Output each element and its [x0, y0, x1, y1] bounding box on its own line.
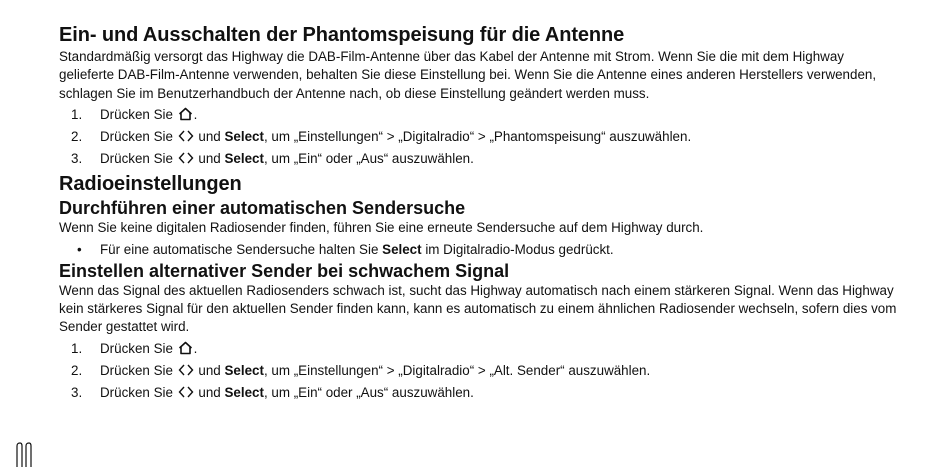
step-text: Drücken Sie: [100, 129, 173, 145]
subsection-paragraph-alt-stations: Wenn das Signal des aktuellen Radiosenders schwach ist, sucht das Highway automatisch nach einem stärkeren Signal. Wenn das Highway kein stärkeres Signal für den aktuellen Sender finden kann, kann es automatisch zu einem ähnlichen Radiosender wechseln, sofern dies vom Sender gestattet wird.: [59, 282, 897, 335]
step-number: 2.: [71, 362, 83, 378]
select-key-label: Select: [224, 362, 264, 378]
left-right-arrows-icon: [178, 363, 194, 383]
list-item: [59, 339, 899, 361]
step-text-and: und: [198, 384, 221, 400]
step-number: 1.: [71, 340, 83, 356]
list-item: [59, 361, 899, 383]
step-text-end: , um „Ein“ oder „Aus“ auszuwählen.: [263, 384, 474, 400]
step-number: 3.: [71, 151, 83, 167]
step-text-end: , um „Einstellungen“ > „Digitalradio“ > „Alt. Sender“ auszuwählen.: [263, 362, 651, 378]
step-text-and: und: [198, 129, 221, 145]
step-text-and: und: [198, 151, 221, 167]
steps-list-alt-stations: [59, 339, 899, 405]
step-text-end: .: [193, 340, 198, 356]
subsection-title-alt-stations: Einstellen alternativer Sender bei schwachem Signal: [59, 260, 510, 281]
step-text-end: , um „Ein“ oder „Aus“ auszuwählen.: [263, 151, 474, 167]
step-text-end: .: [193, 107, 198, 123]
select-key-label: Select: [382, 241, 422, 257]
subsection-title-auto-scan: Durchführen einer automatischen Sendersuche: [59, 198, 466, 219]
subsection-paragraph-auto-scan: Wenn Sie keine digitalen Radiosender finden, führen Sie eine erneute Sendersuche auf dem Highway durch.: [59, 220, 704, 236]
step-text-end: , um „Einstellungen“ > „Digitalradio“ > „Phantomspeisung“ auszuwählen.: [263, 129, 692, 145]
home-icon: [178, 341, 193, 361]
left-right-arrows-icon: [178, 129, 194, 149]
left-right-arrows-icon: [178, 151, 194, 171]
steps-list-phantom-power: [59, 105, 899, 171]
document-page: [59, 22, 899, 405]
select-key-label: Select: [224, 384, 264, 400]
step-number: 2.: [71, 129, 83, 145]
bullet-dot: •: [77, 241, 82, 257]
list-item: [59, 127, 899, 149]
section-title-radio-settings: Radioeinstellungen: [59, 173, 242, 196]
step-text: Drücken Sie: [100, 340, 173, 356]
list-item: [59, 149, 899, 171]
step-text: Drücken Sie: [100, 151, 173, 167]
select-key-label: Select: [224, 129, 264, 145]
left-right-arrows-icon: [178, 385, 194, 405]
home-icon: [178, 107, 193, 127]
list-item: [59, 240, 899, 260]
list-item: [59, 383, 899, 405]
step-text: Drücken Sie: [100, 107, 173, 123]
bullet-text-end: im Digitalradio-Modus gedrückt.: [425, 241, 614, 257]
section-title-phantom-power: Ein- und Ausschalten der Phantomspeisung für die Antenne: [59, 24, 625, 46]
step-text-and: und: [198, 362, 221, 378]
section-paragraph-phantom-power: Standardmäßig versorgt das Highway die DAB-Film-Antenne über das Kabel der Antenne mit Strom. Wenn Sie die mit dem Highway gelieferte DAB-Film-Antenne verwenden, behalten Sie diese Einstellung bei. Wenn Sie die Antenne eines anderen Herstellers verwenden, schlagen Sie im Benutzerhandbuch der Antenne nach, ob diese Einstellung geändert werden muss.: [59, 49, 877, 101]
bullet-text: Für eine automatische Sendersuche halten Sie: [100, 241, 379, 257]
step-number: 1.: [71, 107, 83, 123]
list-item: [59, 105, 899, 127]
step-text: Drücken Sie: [100, 384, 173, 400]
step-number: 3.: [71, 384, 83, 400]
bullet-list-auto-scan: [59, 240, 899, 260]
page-corner-mark-icon: [14, 442, 34, 467]
step-text: Drücken Sie: [100, 362, 173, 378]
select-key-label: Select: [224, 151, 264, 167]
